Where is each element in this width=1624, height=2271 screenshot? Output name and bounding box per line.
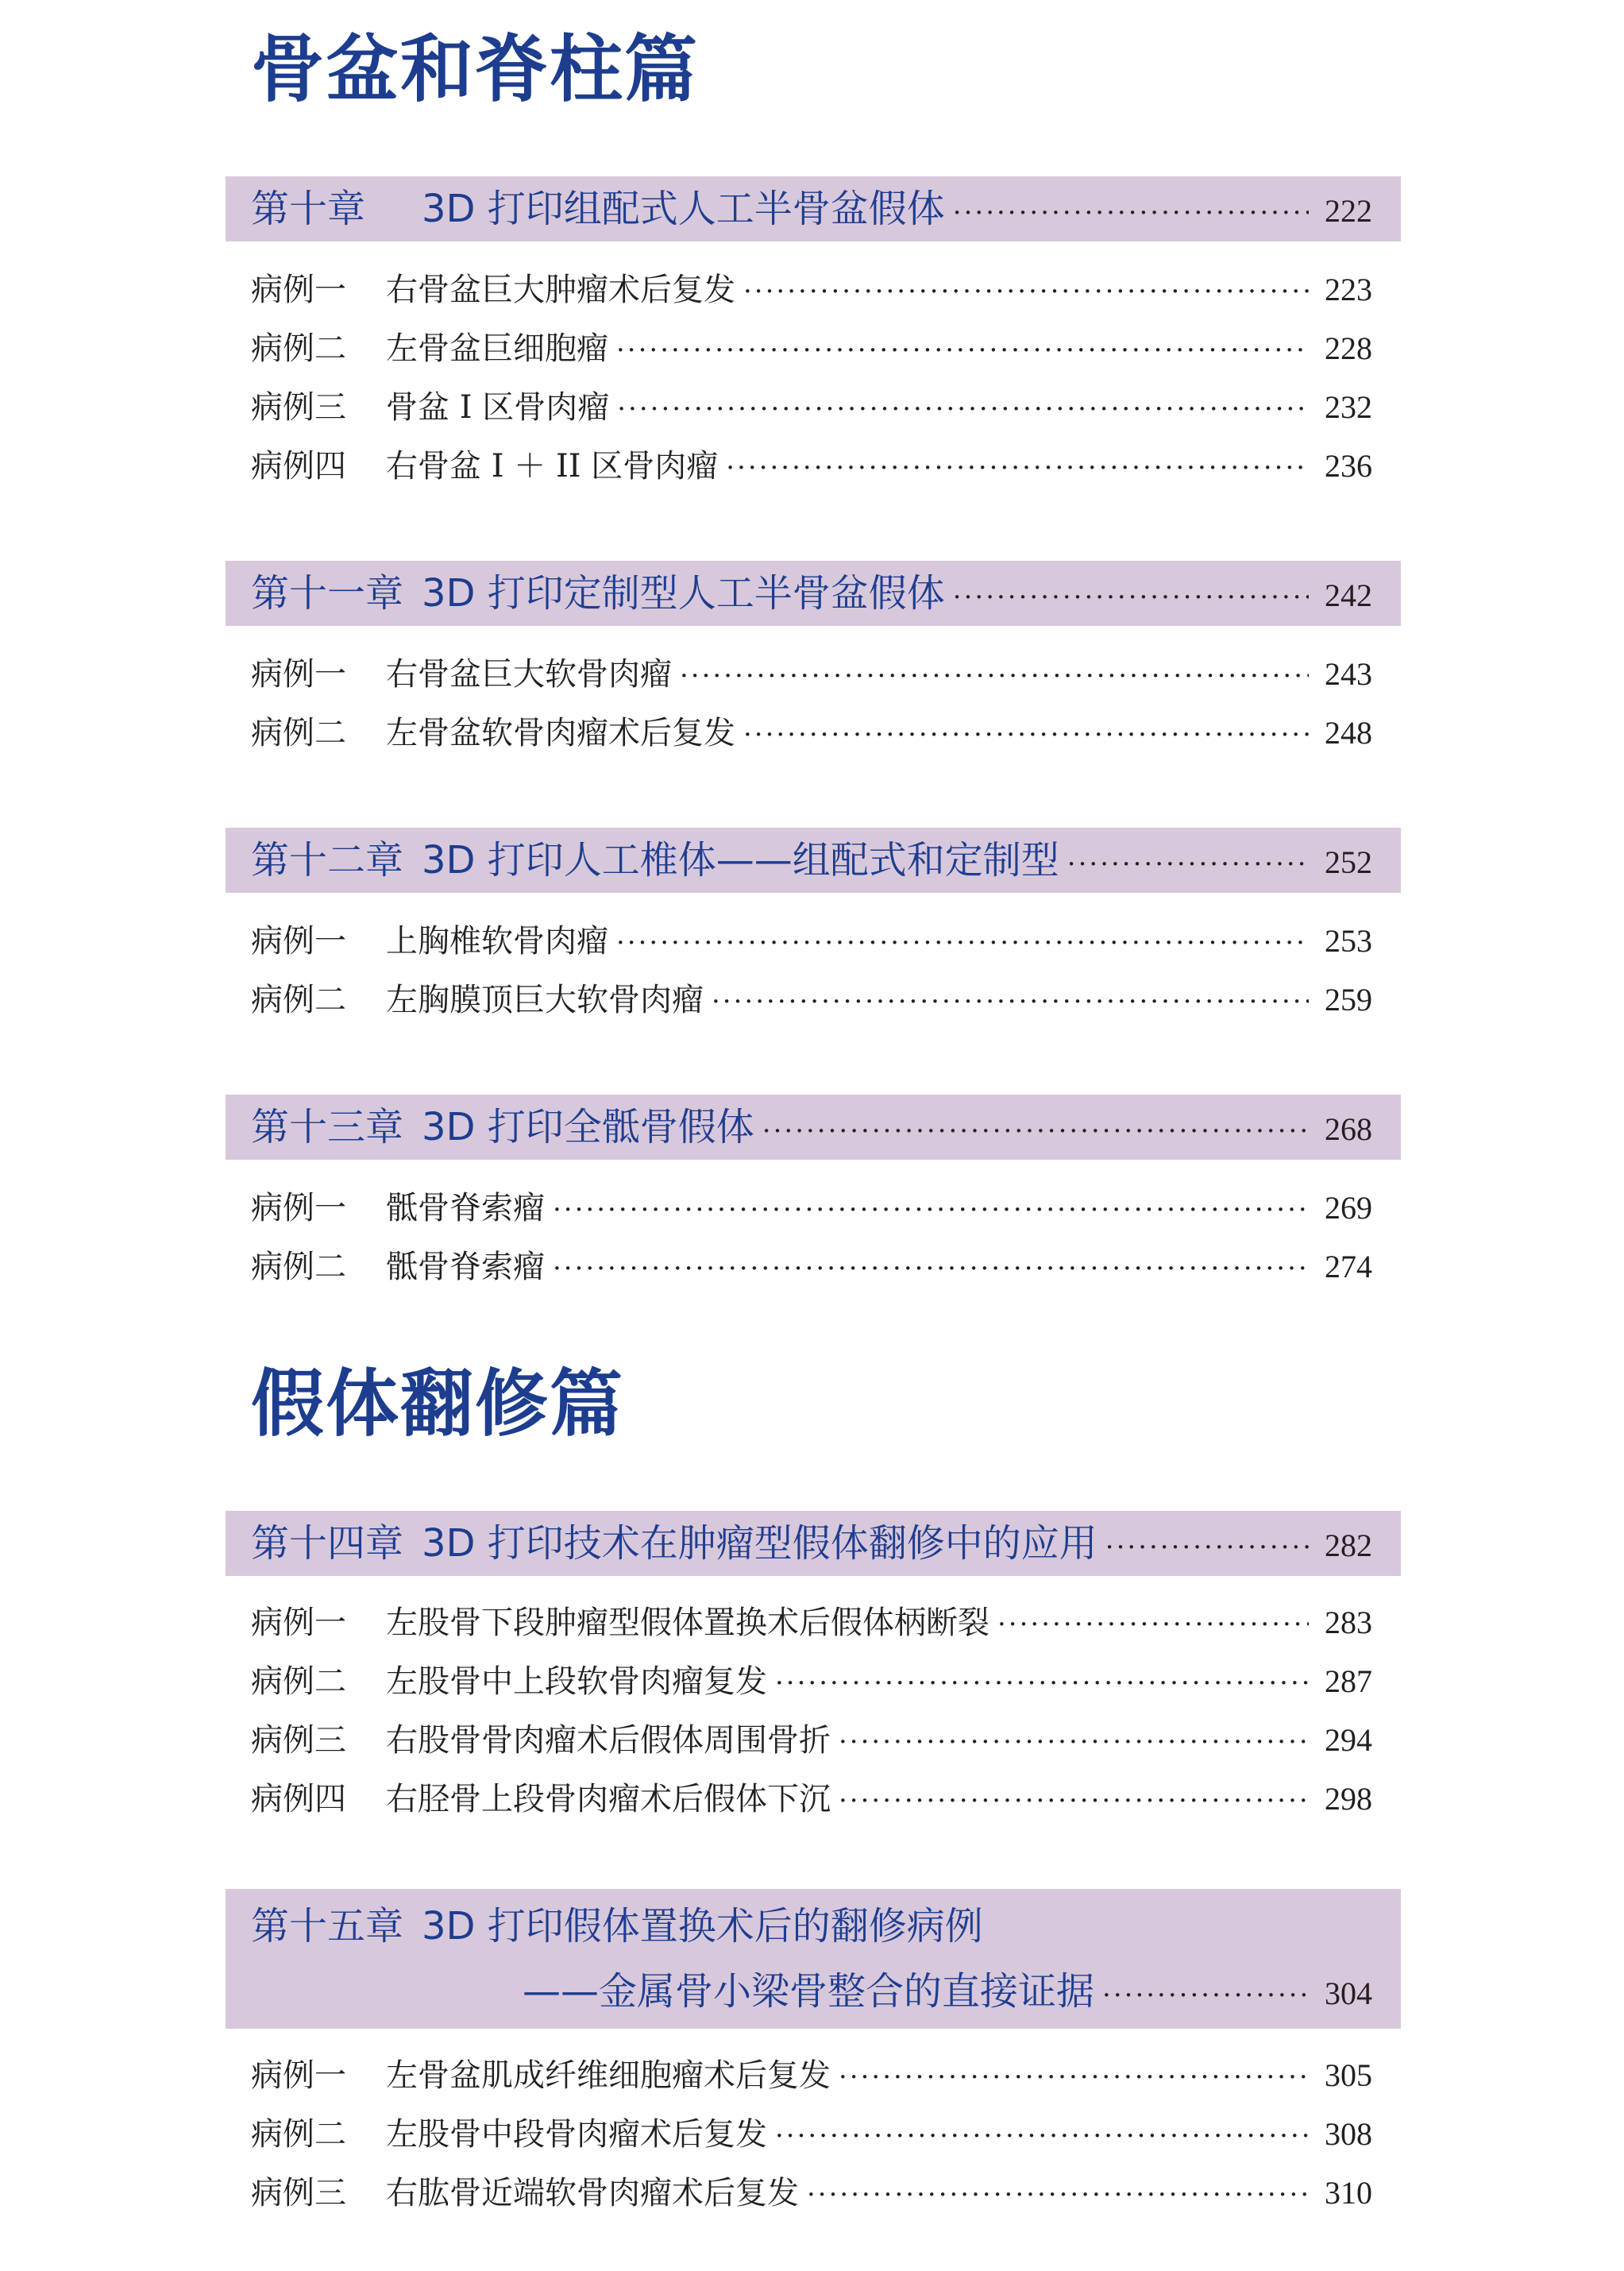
page-number: 310 <box>1325 2175 1372 2211</box>
chapter-number: 第十四章 <box>251 1521 404 1566</box>
page-number: 222 <box>1325 193 1372 229</box>
dot-leader <box>839 2048 1309 2107</box>
case-title: 右骨盆巨大肿瘤术后复发 <box>386 272 735 308</box>
page-number: 294 <box>1325 1722 1372 1758</box>
chapter-number: 第十五章 <box>251 1904 404 1949</box>
chapter-10-heading[interactable] <box>226 176 1401 241</box>
case-entry[interactable] <box>251 971 1372 1029</box>
part-title: 骨盆和脊柱篇 <box>251 27 700 112</box>
dot-leader <box>953 565 1309 630</box>
case-label: 病例一 <box>251 1605 346 1641</box>
dot-leader <box>1105 1515 1309 1580</box>
case-label: 病例一 <box>251 1190 346 1226</box>
case-label: 病例四 <box>251 1781 346 1817</box>
case-title: 骶骨脊索瘤 <box>386 1190 545 1226</box>
case-entry[interactable] <box>251 437 1372 496</box>
case-entry[interactable] <box>251 261 1372 319</box>
dot-leader <box>712 972 1309 1031</box>
case-label: 病例四 <box>251 448 346 485</box>
page-number: 274 <box>1325 1249 1372 1284</box>
case-label: 病例二 <box>251 982 346 1018</box>
dot-leader <box>553 1239 1309 1298</box>
page-number: 283 <box>1325 1605 1372 1640</box>
chapter-number: 第十二章 <box>251 838 404 883</box>
part-title: 假体翻修篇 <box>251 1361 625 1446</box>
dot-leader <box>726 438 1309 497</box>
dot-leader <box>997 1595 1309 1654</box>
case-label: 病例一 <box>251 272 346 308</box>
page-number: 268 <box>1325 1111 1372 1147</box>
case-title: 左骨盆肌成纤维细胞瘤术后复发 <box>386 2057 831 2094</box>
chapter-number: 第十章 <box>251 187 366 231</box>
page-number: 304 <box>1325 1976 1372 2011</box>
dot-leader <box>1102 1963 1309 2028</box>
chapter-12-heading[interactable] <box>226 828 1401 893</box>
page-number: 308 <box>1325 2116 1372 2152</box>
case-entry[interactable] <box>251 704 1372 763</box>
dot-leader <box>616 321 1309 380</box>
case-title: 右骨盆巨大软骨肉瘤 <box>386 656 672 693</box>
chapter-title: 3D 打印组配式人工半骨盆假体 <box>422 187 945 231</box>
case-title: 右肱骨近端软骨肉瘤术后复发 <box>386 2175 799 2211</box>
case-title: 右股骨骨肉瘤术后假体周围骨折 <box>386 1722 831 1759</box>
dot-leader <box>775 1654 1309 1713</box>
case-entry[interactable] <box>251 1593 1372 1652</box>
chapter-subtitle: ——金属骨小梁骨整合的直接证据 <box>523 1969 1095 2014</box>
case-label: 病例二 <box>251 1249 346 1285</box>
case-title: 骶骨脊索瘤 <box>386 1249 545 1285</box>
dot-leader <box>1067 832 1309 897</box>
case-title: 左股骨下段肿瘤型假体置换术后假体柄断裂 <box>386 1605 989 1641</box>
case-label: 病例二 <box>251 330 346 367</box>
chapter-title: 3D 打印定制型人工半骨盆假体 <box>422 571 945 616</box>
case-entry[interactable] <box>251 1711 1372 1770</box>
dot-leader <box>617 380 1309 438</box>
page-number: 232 <box>1325 389 1372 425</box>
case-entry[interactable] <box>251 1652 1372 1711</box>
case-title: 左骨盆巨细胞瘤 <box>386 330 608 367</box>
chapter-number: 第十三章 <box>251 1105 404 1149</box>
case-label: 病例二 <box>251 1663 346 1700</box>
case-title: 左股骨中上段软骨肉瘤复发 <box>386 1663 767 1700</box>
case-label: 病例一 <box>251 656 346 693</box>
case-label: 病例三 <box>251 2175 346 2211</box>
case-entry[interactable] <box>251 912 1372 971</box>
case-title: 右胫骨上段骨肉瘤术后假体下沉 <box>386 1781 831 1817</box>
page-number: 282 <box>1325 1528 1372 1563</box>
chapter-15-heading[interactable] <box>226 1889 1401 2029</box>
case-title: 右骨盆 I ＋ II 区骨肉瘤 <box>386 448 719 485</box>
chapter-14-heading[interactable] <box>226 1511 1401 1576</box>
case-entry[interactable] <box>251 1179 1372 1238</box>
page-number: 298 <box>1325 1781 1372 1817</box>
page-number: 223 <box>1325 272 1372 307</box>
case-label: 病例一 <box>251 2057 346 2094</box>
case-label: 病例二 <box>251 2116 346 2153</box>
case-entry[interactable] <box>251 2105 1372 2164</box>
dot-leader <box>839 1713 1309 1771</box>
dot-leader <box>553 1180 1309 1239</box>
case-entry[interactable] <box>251 1238 1372 1296</box>
case-title: 上胸椎软骨肉瘤 <box>386 923 608 960</box>
chapter-13-heading[interactable] <box>226 1095 1401 1160</box>
page-number: 253 <box>1325 923 1372 959</box>
case-entry[interactable] <box>251 2046 1372 2105</box>
case-label: 病例三 <box>251 389 346 426</box>
case-label: 病例三 <box>251 1722 346 1759</box>
case-title: 左胸膜顶巨大软骨肉瘤 <box>386 982 704 1018</box>
chapter-title: 3D 打印人工椎体——组配式和定制型 <box>422 838 1059 883</box>
page-number: 305 <box>1325 2057 1372 2093</box>
dot-leader <box>807 2165 1309 2224</box>
dot-leader <box>775 2107 1309 2165</box>
dot-leader <box>616 913 1309 972</box>
page-number: 236 <box>1325 448 1372 484</box>
chapter-11-heading[interactable] <box>226 561 1401 626</box>
case-entry[interactable] <box>251 1770 1372 1829</box>
page-number: 228 <box>1325 330 1372 366</box>
dot-leader <box>762 1099 1309 1164</box>
page-number: 248 <box>1325 715 1372 751</box>
page-number: 269 <box>1325 1190 1372 1226</box>
case-title: 左骨盆软骨肉瘤术后复发 <box>386 715 735 751</box>
case-entry[interactable] <box>251 2164 1372 2223</box>
chapter-number: 第十一章 <box>251 571 404 616</box>
page-number: 259 <box>1325 982 1372 1018</box>
dot-leader <box>680 647 1309 705</box>
case-entry[interactable] <box>251 319 1372 378</box>
case-label: 病例一 <box>251 923 346 960</box>
case-entry[interactable] <box>251 378 1372 437</box>
page-number: 243 <box>1325 656 1372 692</box>
dot-leader <box>953 180 1309 245</box>
page-number: 252 <box>1325 844 1372 880</box>
dot-leader <box>743 705 1309 764</box>
chapter-title: 3D 打印假体置换术后的翻修病例 <box>422 1904 983 1949</box>
page-number: 287 <box>1325 1663 1372 1699</box>
dot-leader <box>839 1771 1309 1830</box>
dot-leader <box>743 262 1309 321</box>
case-title: 骨盆 I 区骨肉瘤 <box>386 389 610 426</box>
case-title: 左股骨中段骨肉瘤术后复发 <box>386 2116 767 2153</box>
case-label: 病例二 <box>251 715 346 751</box>
chapter-title: 3D 打印技术在肿瘤型假体翻修中的应用 <box>422 1521 1097 1566</box>
chapter-title: 3D 打印全骶骨假体 <box>422 1105 754 1149</box>
page-number: 242 <box>1325 577 1372 613</box>
case-entry[interactable] <box>251 645 1372 704</box>
